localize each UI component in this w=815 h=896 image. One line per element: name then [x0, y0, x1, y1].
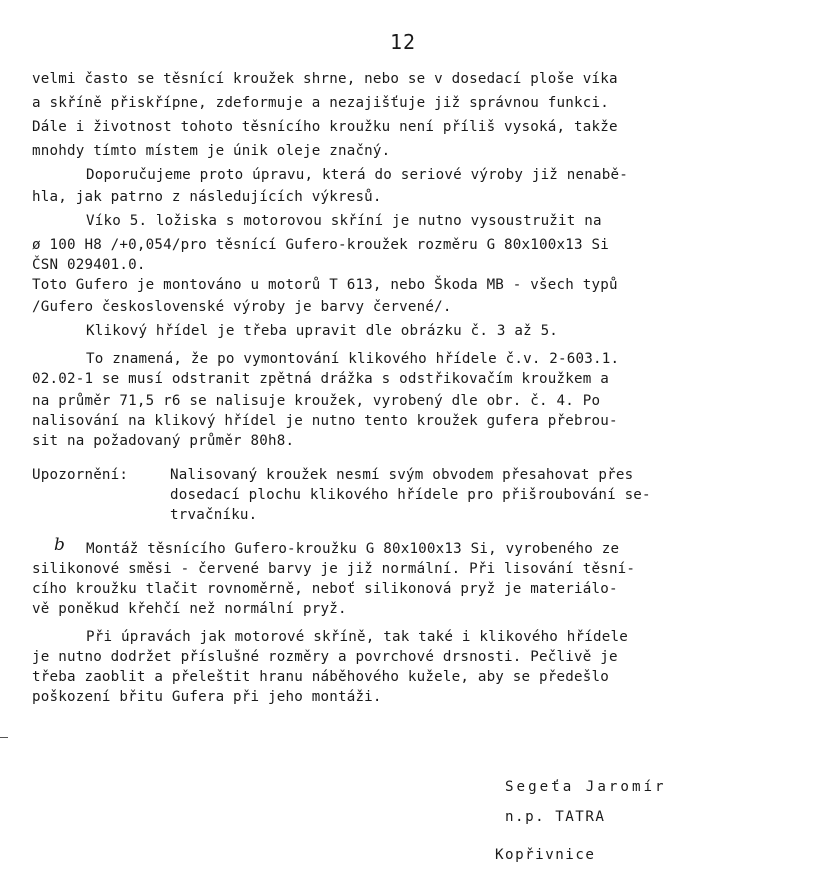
- paragraph-line: ø 100 H8 /+0,054/pro těsnící Gufero-kroužek rozměru G 80x100x13 Si: [32, 237, 609, 253]
- margin-mark: [0, 737, 8, 738]
- paragraph-line: a skříně přiskřípne, zdeformuje a nezajišťuje již správnou funkci.: [32, 95, 609, 111]
- paragraph-line: Při úpravách jak motorové skříně, tak také i klikového hřídele: [86, 629, 628, 645]
- paragraph-line: na průměr 71,5 r6 se nalisuje kroužek, vyrobený dle obr. č. 4. Po: [32, 393, 601, 409]
- signature-city: Kopřivnice: [495, 847, 596, 863]
- paragraph-line: hla, jak patrno z následujících výkresů.: [32, 189, 382, 205]
- paragraph-line: je nutno dodržet příslušné rozměry a povrchové drsnosti. Pečlivě je: [32, 649, 618, 665]
- signature-name: Segeťa Jaromír: [505, 779, 667, 795]
- signature-company: n.p. TATRA: [505, 809, 606, 825]
- paragraph-line: Nalisovaný kroužek nesmí svým obvodem přesahovat přes: [170, 467, 634, 483]
- paragraph-line: silikonové směsi - červené barvy je již normální. Při lisování těsní-: [32, 561, 636, 577]
- paragraph-line: To znamená, že po vymontování klikového hřídele č.v. 2-603.1.: [86, 351, 620, 367]
- notice-label: Upozornění:: [32, 467, 129, 483]
- paragraph-line: ČSN 029401.0.: [32, 257, 146, 273]
- paragraph-line: /Gufero československé výroby je barvy červené/.: [32, 299, 452, 315]
- page-number: 12: [390, 30, 417, 54]
- paragraph-line: dosedací plochu klikového hřídele pro přišroubování se-: [170, 487, 651, 503]
- paragraph-line: vě poněkud křehčí než normální pryž.: [32, 601, 347, 617]
- paragraph-line: Dále i životnost tohoto těsnícího kroužku není příliš vysoká, takže: [32, 119, 618, 135]
- paragraph-line: Klikový hřídel je třeba upravit dle obrázku č. 3 až 5.: [86, 323, 559, 339]
- paragraph-line: mnohdy tímto místem je únik oleje značný.: [32, 143, 391, 159]
- paragraph-line: Montáž těsnícího Gufero-kroužku G 80x100x13 Si, vyrobeného ze: [86, 541, 620, 557]
- paragraph-line: poškození břitu Gufera při jeho montáži.: [32, 689, 382, 705]
- paragraph-line: velmi často se těsnící kroužek shrne, nebo se v dosedací ploše víka: [32, 71, 618, 87]
- paragraph-line: třeba zaoblit a přeleštit hranu náběhového kužele, aby se předešlo: [32, 669, 609, 685]
- paragraph-line: Toto Gufero je montováno u motorů T 613, nebo Škoda MB - všech typů: [32, 277, 618, 293]
- paragraph-line: Víko 5. ložiska s motorovou skříní je nutno vysoustružit na: [86, 213, 602, 229]
- paragraph-line: trvačníku.: [170, 507, 258, 523]
- handwritten-mark: b: [54, 535, 65, 555]
- paragraph-line: cího kroužku tlačit rovnoměrně, neboť silikonová pryž je materiálo-: [32, 581, 618, 597]
- paragraph-line: nalisování na klikový hřídel je nutno tento kroužek gufera přebrou-: [32, 413, 618, 429]
- paragraph-line: Doporučujeme proto úpravu, která do seriové výroby již nenabě-: [86, 167, 628, 183]
- paragraph-line: 02.02-1 se musí odstranit zpětná drážka s odstřikovačím kroužkem a: [32, 371, 609, 387]
- paragraph-line: sit na požadovaný průměr 80h8.: [32, 433, 295, 449]
